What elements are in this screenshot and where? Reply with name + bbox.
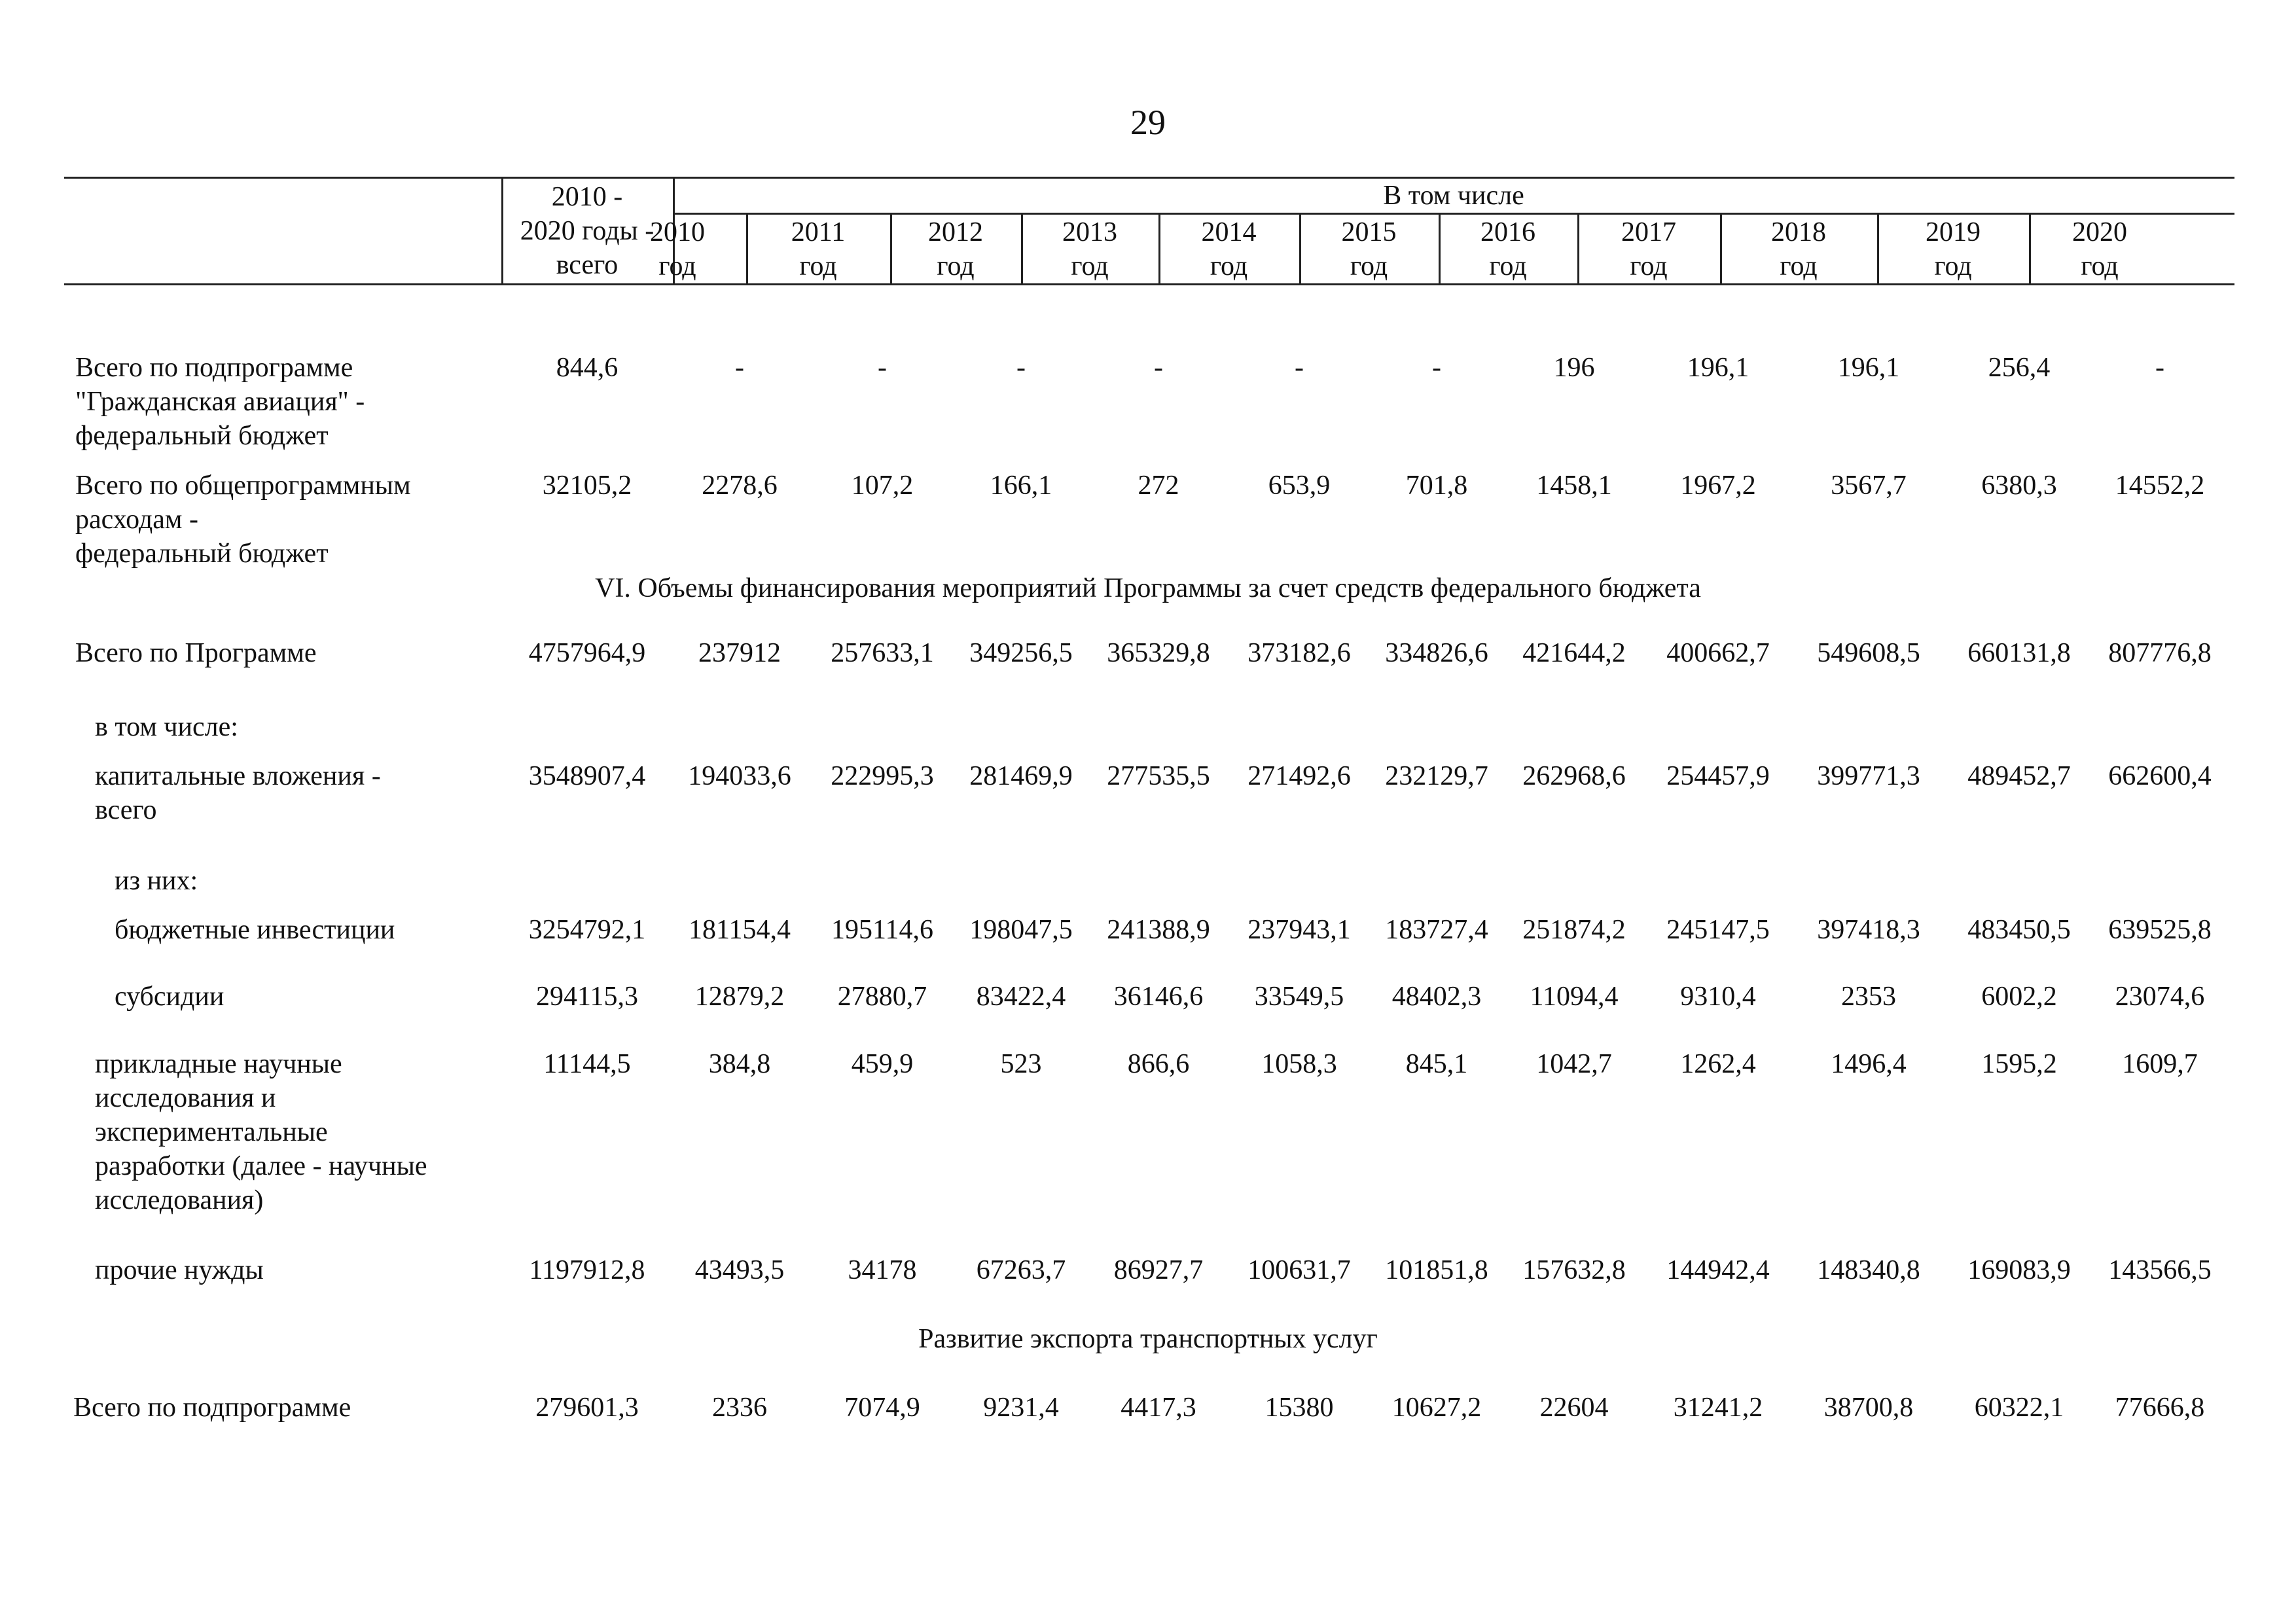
cell-year-value: 1967,2 [1680, 471, 1756, 501]
cell-year-value: 196 [1553, 353, 1595, 383]
header-year-unit: год [658, 251, 696, 281]
cell-year-value: 400662,7 [1666, 638, 1770, 668]
header-year-label: 2015 [1341, 217, 1397, 247]
cell-year-value: 6380,3 [1981, 471, 2057, 501]
cell-year-value: 1042,7 [1536, 1049, 1612, 1079]
header-year-label: 2014 [1201, 217, 1257, 247]
cell-year-value: - [1016, 353, 1026, 383]
cell-total: 11144,5 [543, 1049, 631, 1079]
row-label: Всего по Программе [75, 638, 317, 668]
header-year-unit: год [1350, 251, 1388, 281]
cell-year-value: 256,4 [1988, 353, 2051, 383]
cell-year-value: 237912 [698, 638, 781, 668]
cell-year-value: 11094,4 [1530, 982, 1619, 1012]
row-label: бюджетные инвестиции [115, 915, 395, 945]
cell-year-value: 241388,9 [1107, 915, 1210, 945]
header-year-unit: год [937, 251, 975, 281]
cell-total: 1197912,8 [529, 1255, 645, 1285]
cell-year-value: 38700,8 [1823, 1393, 1914, 1423]
row-label: в том числе: [95, 712, 238, 742]
cell-year-value: 257633,1 [831, 638, 934, 668]
cell-year-value: 271492,6 [1247, 761, 1351, 791]
cell-year-value: 549608,5 [1817, 638, 1920, 668]
row-label: субсидии [115, 982, 224, 1012]
cell-year-value: 399771,3 [1817, 761, 1920, 791]
cell-year-value: 10627,2 [1391, 1393, 1482, 1423]
cell-year-value: 639525,8 [2108, 915, 2212, 945]
cell-year-value: 22604 [1539, 1393, 1609, 1423]
header-year-unit: год [1210, 251, 1248, 281]
cell-year-value: 254457,9 [1666, 761, 1770, 791]
cell-year-value: 86927,7 [1113, 1255, 1204, 1285]
cell-year-value: 483450,5 [1967, 915, 2071, 945]
cell-year-value: 67263,7 [976, 1255, 1066, 1285]
cell-year-value: 653,9 [1268, 471, 1331, 501]
cell-year-value: 166,1 [990, 471, 1052, 501]
header-year-label: 2013 [1062, 217, 1117, 247]
header-year-label: 2018 [1771, 217, 1826, 247]
cell-total: 3548907,4 [528, 761, 646, 791]
cell-year-value: - [1154, 353, 1163, 383]
cell-year-value: 1058,3 [1261, 1049, 1337, 1079]
header-year-unit: год [799, 251, 837, 281]
cell-year-value: 101851,8 [1385, 1255, 1488, 1285]
cell-year-value: 181154,4 [689, 915, 791, 945]
cell-year-value: 196,1 [1687, 353, 1749, 383]
cell-year-value: 7074,9 [844, 1393, 920, 1423]
cell-year-value: 9231,4 [983, 1393, 1059, 1423]
cell-year-value: 489452,7 [1967, 761, 2071, 791]
cell-year-value: 373182,6 [1247, 638, 1351, 668]
header-year-unit: год [2081, 251, 2119, 281]
cell-year-value: 6002,2 [1981, 982, 2057, 1012]
header-year-label: 2011 [791, 217, 846, 247]
row-label: прикладные научные исследования и экспериментальные разработки (далее - научные исследования) [95, 1049, 427, 1215]
cell-year-value: 1609,7 [2122, 1049, 2198, 1079]
cell-year-value: 3567,7 [1831, 471, 1907, 501]
cell-year-value: 334826,6 [1385, 638, 1488, 668]
cell-year-value: 33549,5 [1254, 982, 1344, 1012]
cell-year-value: 48402,3 [1391, 982, 1482, 1012]
cell-year-value: 807776,8 [2108, 638, 2212, 668]
cell-year-value: 245147,5 [1666, 915, 1770, 945]
cell-year-value: 384,8 [708, 1049, 771, 1079]
cell-year-value: 169083,9 [1967, 1255, 2071, 1285]
cell-year-value: - [2155, 353, 2164, 383]
cell-year-value: 365329,8 [1107, 638, 1210, 668]
cell-year-value: 23074,6 [2115, 982, 2205, 1012]
cell-year-value: - [878, 353, 887, 383]
cell-total: 294115,3 [536, 982, 638, 1012]
cell-year-value: 866,6 [1127, 1049, 1190, 1079]
cell-total: 844,6 [556, 353, 619, 383]
cell-year-value: 148340,8 [1817, 1255, 1920, 1285]
cell-year-value: 397418,3 [1817, 915, 1920, 945]
page-number: 29 [1130, 103, 1166, 142]
cell-year-value: 1458,1 [1536, 471, 1612, 501]
header-year-label: 2019 [1926, 217, 1981, 247]
header-total-period: 2010 - 2020 годы - всего [520, 182, 655, 280]
header-year-unit: год [1934, 251, 1972, 281]
cell-year-value: 459,9 [851, 1049, 914, 1079]
cell-year-value: 14552,2 [2115, 471, 2205, 501]
cell-year-value: 2336 [712, 1393, 767, 1423]
header-year-unit: год [1780, 251, 1818, 281]
cell-year-value: 232129,7 [1385, 761, 1488, 791]
cell-year-value: 277535,5 [1107, 761, 1210, 791]
cell-year-value: 701,8 [1405, 471, 1468, 501]
cell-year-value: 660131,8 [1967, 638, 2071, 668]
cell-year-value: 60322,1 [1974, 1393, 2064, 1423]
cell-year-value: 107,2 [851, 471, 914, 501]
row-label: Всего по подпрограмме [73, 1393, 351, 1423]
cell-year-value: 83422,4 [976, 982, 1066, 1012]
header-year-label: 2012 [928, 217, 983, 247]
cell-year-value: 9310,4 [1680, 982, 1756, 1012]
cell-year-value: 349256,5 [969, 638, 1073, 668]
cell-year-value: 421644,2 [1522, 638, 1626, 668]
cell-year-value: 34178 [848, 1255, 917, 1285]
cell-year-value: 183727,4 [1385, 915, 1488, 945]
row-label: капитальные вложения - всего [95, 761, 381, 825]
cell-year-value: 15380 [1265, 1393, 1334, 1423]
cell-year-value: 77666,8 [2115, 1393, 2205, 1423]
header-subgroup-label: В том числе [1383, 181, 1524, 211]
cell-year-value: 2353 [1841, 982, 1896, 1012]
cell-year-value: 195114,6 [831, 915, 933, 945]
cell-year-value: 222995,3 [831, 761, 934, 791]
cell-year-value: 36146,6 [1113, 982, 1204, 1012]
cell-year-value: 272 [1138, 471, 1179, 501]
header-year-unit: год [1489, 251, 1527, 281]
cell-year-value: 262968,6 [1522, 761, 1626, 791]
row-label: из них: [115, 866, 198, 896]
cell-year-value: 31241,2 [1673, 1393, 1763, 1423]
cell-year-value: - [735, 353, 744, 383]
cell-year-value: - [1432, 353, 1441, 383]
cell-year-value: 157632,8 [1522, 1255, 1626, 1285]
row-label: Всего по подпрограмме "Гражданская авиация" - федеральный бюджет [75, 353, 365, 451]
header-year-unit: год [1630, 251, 1668, 281]
cell-year-value: 196,1 [1837, 353, 1900, 383]
cell-year-value: - [1295, 353, 1304, 383]
row-label: Всего по общепрограммным расходам - федеральный бюджет [75, 471, 411, 569]
row-label: прочие нужды [95, 1255, 264, 1285]
header-year-label: 2016 [1480, 217, 1535, 247]
cell-year-value: 523 [1000, 1049, 1042, 1079]
section-title: VI. Объемы финансирования мероприятий Программы за счет средств федерального бюджета [595, 573, 1701, 603]
cell-year-value: 144942,4 [1666, 1255, 1770, 1285]
cell-year-value: 1595,2 [1981, 1049, 2057, 1079]
cell-year-value: 281469,9 [969, 761, 1073, 791]
cell-year-value: 2278,6 [702, 471, 778, 501]
cell-year-value: 194033,6 [688, 761, 791, 791]
cell-year-value: 143566,5 [2108, 1255, 2212, 1285]
header-year-unit: год [1071, 251, 1109, 281]
section-title: Развитие экспорта транспортных услуг [918, 1324, 1378, 1354]
cell-year-value: 251874,2 [1522, 915, 1626, 945]
cell-year-value: 237943,1 [1247, 915, 1351, 945]
cell-year-value: 662600,4 [2108, 761, 2212, 791]
header-year-label: 2020 [2072, 217, 2127, 247]
cell-year-value: 27880,7 [837, 982, 927, 1012]
cell-total: 3254792,1 [528, 915, 646, 945]
header-year-label: 2017 [1621, 217, 1676, 247]
cell-year-value: 845,1 [1405, 1049, 1468, 1079]
cell-total: 279601,3 [535, 1393, 639, 1423]
cell-year-value: 1262,4 [1680, 1049, 1756, 1079]
cell-year-value: 198047,5 [969, 915, 1073, 945]
cell-year-value: 100631,7 [1247, 1255, 1351, 1285]
header-year-label: 2010 [650, 217, 705, 247]
cell-year-value: 1496,4 [1831, 1049, 1907, 1079]
cell-total: 4757964,9 [528, 638, 646, 668]
cell-year-value: 4417,3 [1121, 1393, 1196, 1423]
cell-total: 32105,2 [542, 471, 632, 501]
cell-year-value: 43493,5 [694, 1255, 785, 1285]
cell-year-value: 12879,2 [694, 982, 785, 1012]
